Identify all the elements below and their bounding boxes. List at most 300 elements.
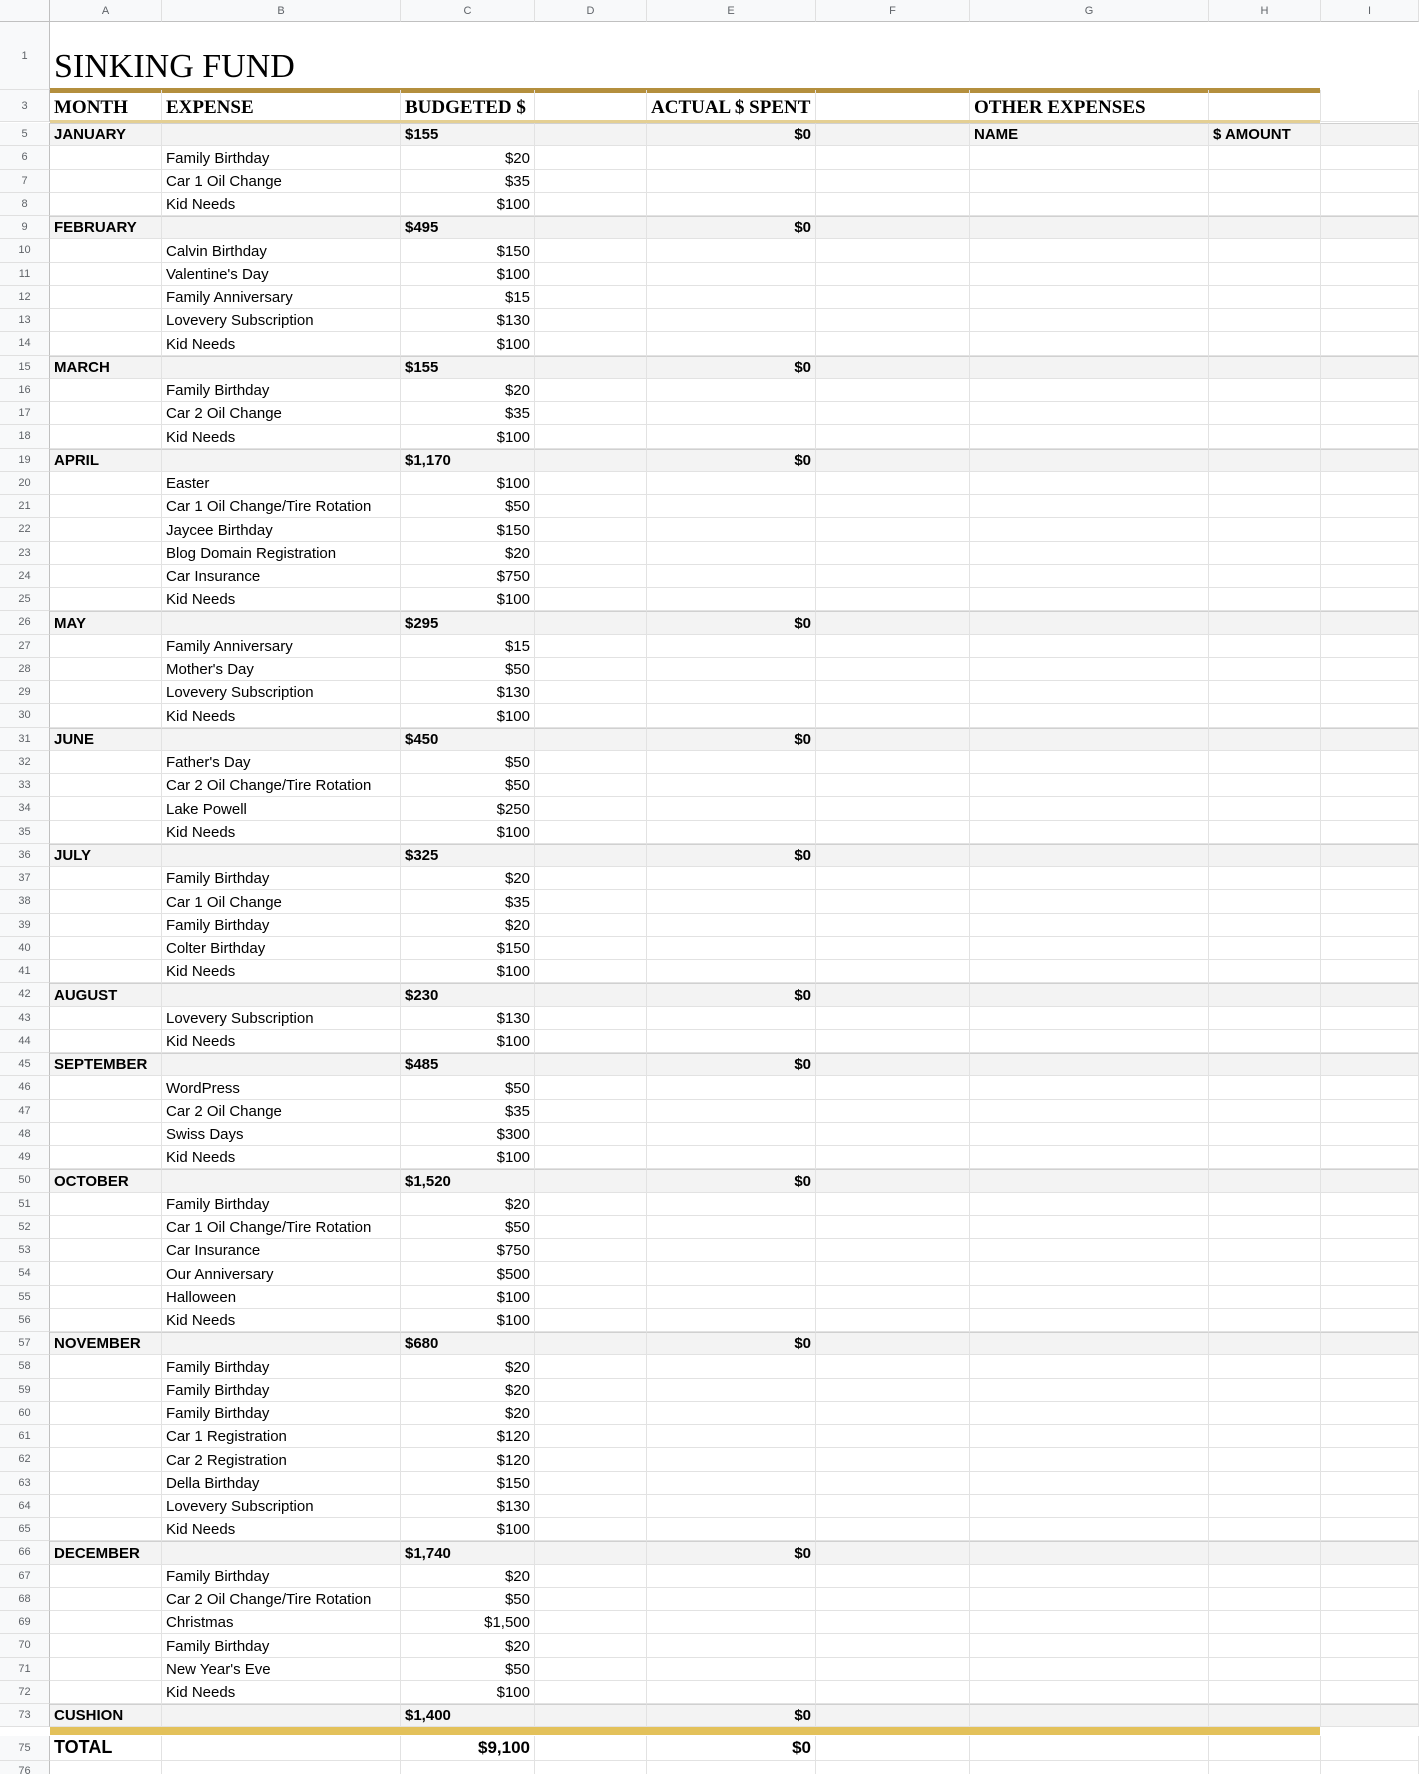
- cell[interactable]: [535, 1146, 647, 1169]
- cell[interactable]: [816, 1169, 970, 1192]
- cell[interactable]: [647, 565, 816, 588]
- row-header[interactable]: 7: [0, 170, 50, 193]
- row-header[interactable]: 76: [0, 1761, 50, 1774]
- expense-name[interactable]: Kid Needs: [162, 704, 401, 727]
- expense-amount[interactable]: $20: [401, 1402, 535, 1425]
- cell[interactable]: [970, 263, 1209, 286]
- cell[interactable]: [1209, 1355, 1321, 1378]
- row-header[interactable]: 59: [0, 1379, 50, 1402]
- cell[interactable]: [970, 356, 1209, 379]
- cell[interactable]: [535, 495, 647, 518]
- cell[interactable]: [1321, 1355, 1419, 1378]
- expense-name[interactable]: Car Insurance: [162, 565, 401, 588]
- month-name[interactable]: JULY: [50, 844, 162, 867]
- cell[interactable]: [535, 914, 647, 937]
- row-header[interactable]: 58: [0, 1355, 50, 1378]
- expense-amount[interactable]: $20: [401, 1355, 535, 1378]
- cell[interactable]: [162, 449, 401, 472]
- cell[interactable]: [816, 402, 970, 425]
- cell[interactable]: [535, 1761, 647, 1774]
- cell[interactable]: [816, 1761, 970, 1774]
- cell[interactable]: [816, 1216, 970, 1239]
- cell[interactable]: [647, 914, 816, 937]
- cell[interactable]: [1209, 797, 1321, 820]
- cell[interactable]: [50, 1379, 162, 1402]
- expense-amount[interactable]: $20: [401, 1634, 535, 1657]
- cell[interactable]: [1209, 1518, 1321, 1541]
- cell[interactable]: [970, 425, 1209, 448]
- cell[interactable]: [50, 332, 162, 355]
- expense-amount[interactable]: $150: [401, 518, 535, 541]
- cell[interactable]: [535, 425, 647, 448]
- cell[interactable]: [816, 704, 970, 727]
- column-header-h[interactable]: H: [1209, 0, 1321, 22]
- row-header[interactable]: 64: [0, 1495, 50, 1518]
- month-actual[interactable]: $0: [647, 611, 816, 634]
- cell[interactable]: [816, 146, 970, 169]
- cell[interactable]: [1321, 1588, 1419, 1611]
- month-budget[interactable]: $450: [401, 728, 535, 751]
- cell[interactable]: [647, 1309, 816, 1332]
- cell[interactable]: [647, 588, 816, 611]
- cell[interactable]: [1321, 1100, 1419, 1123]
- row-header[interactable]: 57: [0, 1332, 50, 1355]
- row-header[interactable]: 68: [0, 1588, 50, 1611]
- row-header[interactable]: 44: [0, 1030, 50, 1053]
- cell[interactable]: [535, 635, 647, 658]
- row-header[interactable]: 55: [0, 1286, 50, 1309]
- cell[interactable]: [1321, 1216, 1419, 1239]
- month-actual[interactable]: $0: [647, 1332, 816, 1355]
- month-actual[interactable]: $0: [647, 1169, 816, 1192]
- cell[interactable]: [1209, 1053, 1321, 1076]
- cell[interactable]: [50, 1565, 162, 1588]
- expense-name[interactable]: Family Birthday: [162, 1193, 401, 1216]
- cell[interactable]: [50, 402, 162, 425]
- expense-name[interactable]: Family Birthday: [162, 914, 401, 937]
- cell[interactable]: [970, 1030, 1209, 1053]
- expense-name[interactable]: Colter Birthday: [162, 937, 401, 960]
- cell[interactable]: [1321, 239, 1419, 262]
- cell[interactable]: [535, 1611, 647, 1634]
- cell[interactable]: [970, 309, 1209, 332]
- expense-name[interactable]: Car 1 Registration: [162, 1425, 401, 1448]
- cell[interactable]: [1321, 216, 1419, 239]
- cell[interactable]: [816, 1286, 970, 1309]
- cell[interactable]: [816, 635, 970, 658]
- cell[interactable]: [816, 1262, 970, 1285]
- cell[interactable]: [50, 704, 162, 727]
- cell[interactable]: [816, 1146, 970, 1169]
- expense-amount[interactable]: $20: [401, 867, 535, 890]
- row-header[interactable]: 30: [0, 704, 50, 727]
- cell[interactable]: [970, 635, 1209, 658]
- cell[interactable]: [647, 495, 816, 518]
- expense-name[interactable]: Our Anniversary: [162, 1262, 401, 1285]
- month-name[interactable]: OCTOBER: [50, 1169, 162, 1192]
- total-label[interactable]: TOTAL: [50, 1736, 162, 1761]
- cell[interactable]: [535, 983, 647, 1006]
- cell[interactable]: [535, 1658, 647, 1681]
- cell[interactable]: [647, 1146, 816, 1169]
- month-name[interactable]: NOVEMBER: [50, 1332, 162, 1355]
- expense-amount[interactable]: $35: [401, 890, 535, 913]
- cell[interactable]: [970, 867, 1209, 890]
- expense-name[interactable]: New Year's Eve: [162, 1658, 401, 1681]
- cell[interactable]: [647, 704, 816, 727]
- row-header[interactable]: 49: [0, 1146, 50, 1169]
- cell[interactable]: [816, 1472, 970, 1495]
- cell[interactable]: [816, 1634, 970, 1657]
- cell[interactable]: [535, 611, 647, 634]
- cell[interactable]: [970, 193, 1209, 216]
- cell[interactable]: [816, 1402, 970, 1425]
- cell[interactable]: [1209, 1634, 1321, 1657]
- cell[interactable]: [1209, 1286, 1321, 1309]
- cell[interactable]: [1209, 1076, 1321, 1099]
- cell[interactable]: [50, 960, 162, 983]
- cell[interactable]: [535, 867, 647, 890]
- cell[interactable]: [1209, 518, 1321, 541]
- cell[interactable]: [1209, 425, 1321, 448]
- header-other[interactable]: OTHER EXPENSES: [970, 90, 1209, 122]
- column-header-g[interactable]: G: [970, 0, 1209, 22]
- cell[interactable]: [647, 518, 816, 541]
- cell[interactable]: [816, 518, 970, 541]
- cell[interactable]: [162, 983, 401, 1006]
- cell[interactable]: [970, 1239, 1209, 1262]
- total-actual[interactable]: $0: [647, 1736, 816, 1761]
- cell[interactable]: [647, 867, 816, 890]
- expense-amount[interactable]: $50: [401, 1076, 535, 1099]
- cell[interactable]: [970, 1658, 1209, 1681]
- cell[interactable]: [1321, 1007, 1419, 1030]
- cell[interactable]: [970, 286, 1209, 309]
- cell[interactable]: [50, 658, 162, 681]
- header-blank[interactable]: [535, 90, 647, 122]
- row-header[interactable]: 54: [0, 1262, 50, 1285]
- cell[interactable]: [50, 890, 162, 913]
- cell[interactable]: [816, 1425, 970, 1448]
- cell[interactable]: [1209, 1448, 1321, 1471]
- cell[interactable]: [1321, 123, 1419, 146]
- row-header[interactable]: 52: [0, 1216, 50, 1239]
- cell[interactable]: [162, 356, 401, 379]
- cell[interactable]: [647, 1030, 816, 1053]
- cell[interactable]: [970, 1495, 1209, 1518]
- cell[interactable]: [816, 472, 970, 495]
- expense-name[interactable]: Family Birthday: [162, 867, 401, 890]
- cell[interactable]: [50, 239, 162, 262]
- cell[interactable]: [1321, 146, 1419, 169]
- cell[interactable]: [1209, 379, 1321, 402]
- row-header[interactable]: 63: [0, 1472, 50, 1495]
- cell[interactable]: [1209, 728, 1321, 751]
- cell[interactable]: [535, 588, 647, 611]
- cell[interactable]: [816, 588, 970, 611]
- row-header[interactable]: 11: [0, 263, 50, 286]
- expense-name[interactable]: Family Birthday: [162, 1634, 401, 1657]
- cell[interactable]: [970, 542, 1209, 565]
- cell[interactable]: [50, 518, 162, 541]
- cell[interactable]: [1209, 635, 1321, 658]
- cell[interactable]: [50, 1472, 162, 1495]
- cell[interactable]: [816, 309, 970, 332]
- cell[interactable]: [970, 170, 1209, 193]
- cell[interactable]: [647, 1681, 816, 1704]
- row-header[interactable]: 22: [0, 518, 50, 541]
- cell[interactable]: [162, 728, 401, 751]
- cell[interactable]: [816, 495, 970, 518]
- cell[interactable]: [535, 844, 647, 867]
- expense-name[interactable]: Swiss Days: [162, 1123, 401, 1146]
- cell[interactable]: [1321, 1495, 1419, 1518]
- row-header[interactable]: 72: [0, 1681, 50, 1704]
- month-actual[interactable]: $0: [647, 1704, 816, 1727]
- expense-amount[interactable]: $100: [401, 1309, 535, 1332]
- cell[interactable]: [1209, 1658, 1321, 1681]
- cell[interactable]: [50, 495, 162, 518]
- cell[interactable]: [535, 379, 647, 402]
- month-actual[interactable]: $0: [647, 123, 816, 146]
- cell[interactable]: [535, 1402, 647, 1425]
- row-header[interactable]: 40: [0, 937, 50, 960]
- cell[interactable]: [1321, 309, 1419, 332]
- row-header[interactable]: 39: [0, 914, 50, 937]
- cell[interactable]: [647, 402, 816, 425]
- cell[interactable]: [816, 1681, 970, 1704]
- cell[interactable]: [1209, 751, 1321, 774]
- row-header[interactable]: 36: [0, 844, 50, 867]
- cell[interactable]: [647, 797, 816, 820]
- cell[interactable]: [1209, 1169, 1321, 1192]
- cell[interactable]: [50, 1448, 162, 1471]
- cell[interactable]: [1209, 983, 1321, 1006]
- cell[interactable]: [970, 704, 1209, 727]
- cell[interactable]: [50, 1309, 162, 1332]
- cell[interactable]: [1209, 774, 1321, 797]
- expense-name[interactable]: Lovevery Subscription: [162, 1495, 401, 1518]
- cell[interactable]: [1321, 914, 1419, 937]
- cell[interactable]: [647, 1518, 816, 1541]
- cell[interactable]: [1209, 1262, 1321, 1285]
- row-header[interactable]: 6: [0, 146, 50, 169]
- row-header[interactable]: 67: [0, 1565, 50, 1588]
- cell[interactable]: [1321, 1053, 1419, 1076]
- cell[interactable]: [647, 1611, 816, 1634]
- cell[interactable]: [535, 1355, 647, 1378]
- expense-name[interactable]: Kid Needs: [162, 332, 401, 355]
- cell[interactable]: [162, 1053, 401, 1076]
- cell[interactable]: [816, 1355, 970, 1378]
- cell[interactable]: [647, 1761, 816, 1774]
- row-header[interactable]: 32: [0, 751, 50, 774]
- expense-amount[interactable]: $20: [401, 542, 535, 565]
- cell[interactable]: [647, 1565, 816, 1588]
- cell[interactable]: [647, 170, 816, 193]
- cell[interactable]: [1209, 890, 1321, 913]
- expense-name[interactable]: Lovevery Subscription: [162, 1007, 401, 1030]
- cell[interactable]: [50, 379, 162, 402]
- cell[interactable]: [1209, 1495, 1321, 1518]
- cell[interactable]: [970, 1681, 1209, 1704]
- cell[interactable]: [50, 1425, 162, 1448]
- row-header[interactable]: 15: [0, 356, 50, 379]
- cell[interactable]: [1321, 170, 1419, 193]
- row-header[interactable]: 48: [0, 1123, 50, 1146]
- cell[interactable]: [816, 867, 970, 890]
- cell[interactable]: [970, 821, 1209, 844]
- row-header[interactable]: 9: [0, 216, 50, 239]
- cell[interactable]: [1321, 1030, 1419, 1053]
- cell[interactable]: [647, 937, 816, 960]
- column-header-d[interactable]: D: [535, 0, 647, 22]
- cell[interactable]: [647, 1239, 816, 1262]
- cell[interactable]: [816, 332, 970, 355]
- row-header[interactable]: 45: [0, 1053, 50, 1076]
- cell[interactable]: [647, 821, 816, 844]
- cell[interactable]: [816, 170, 970, 193]
- cell[interactable]: [970, 1355, 1209, 1378]
- expense-amount[interactable]: $35: [401, 1100, 535, 1123]
- cell[interactable]: [1209, 332, 1321, 355]
- expense-name[interactable]: Family Birthday: [162, 1379, 401, 1402]
- cell[interactable]: [647, 1076, 816, 1099]
- cell[interactable]: [535, 774, 647, 797]
- expense-name[interactable]: Car 1 Oil Change/Tire Rotation: [162, 495, 401, 518]
- expense-amount[interactable]: $35: [401, 170, 535, 193]
- cell[interactable]: [970, 751, 1209, 774]
- expense-amount[interactable]: $50: [401, 658, 535, 681]
- cell[interactable]: [816, 239, 970, 262]
- cell[interactable]: [816, 774, 970, 797]
- cell[interactable]: [1321, 867, 1419, 890]
- cell[interactable]: [50, 821, 162, 844]
- cell[interactable]: [647, 542, 816, 565]
- cell[interactable]: [1321, 263, 1419, 286]
- cell[interactable]: [647, 309, 816, 332]
- month-name[interactable]: MAY: [50, 611, 162, 634]
- expense-amount[interactable]: $500: [401, 1262, 535, 1285]
- month-name[interactable]: DECEMBER: [50, 1541, 162, 1564]
- cell[interactable]: [1209, 1332, 1321, 1355]
- cell[interactable]: [1321, 1123, 1419, 1146]
- cell[interactable]: [1209, 1216, 1321, 1239]
- month-budget[interactable]: $1,520: [401, 1169, 535, 1192]
- expense-amount[interactable]: $100: [401, 1030, 535, 1053]
- row-header[interactable]: 18: [0, 425, 50, 448]
- expense-name[interactable]: Kid Needs: [162, 821, 401, 844]
- cell[interactable]: [535, 1332, 647, 1355]
- row-header[interactable]: 25: [0, 588, 50, 611]
- cell[interactable]: [816, 1100, 970, 1123]
- cell[interactable]: [50, 588, 162, 611]
- expense-amount[interactable]: $150: [401, 1472, 535, 1495]
- page-title[interactable]: SINKING FUND: [54, 48, 295, 85]
- cell[interactable]: [816, 890, 970, 913]
- cell[interactable]: [50, 1518, 162, 1541]
- expense-name[interactable]: Kid Needs: [162, 1030, 401, 1053]
- cell[interactable]: [1321, 193, 1419, 216]
- cell[interactable]: [535, 332, 647, 355]
- cell[interactable]: [970, 1448, 1209, 1471]
- cell[interactable]: [1209, 821, 1321, 844]
- cell[interactable]: [1209, 588, 1321, 611]
- cell[interactable]: [1209, 263, 1321, 286]
- cell[interactable]: [647, 890, 816, 913]
- cell[interactable]: [1321, 1472, 1419, 1495]
- cell[interactable]: [1321, 1448, 1419, 1471]
- row-header[interactable]: 23: [0, 542, 50, 565]
- cell[interactable]: [970, 518, 1209, 541]
- row-header[interactable]: 47: [0, 1100, 50, 1123]
- cell[interactable]: [816, 1495, 970, 1518]
- expense-name[interactable]: Family Anniversary: [162, 286, 401, 309]
- cell[interactable]: [970, 1286, 1209, 1309]
- cell[interactable]: [1209, 867, 1321, 890]
- expense-amount[interactable]: $750: [401, 1239, 535, 1262]
- cell[interactable]: [50, 1495, 162, 1518]
- cell[interactable]: [1209, 565, 1321, 588]
- cell[interactable]: [1209, 146, 1321, 169]
- cell[interactable]: [535, 356, 647, 379]
- cell[interactable]: [535, 518, 647, 541]
- cell[interactable]: [535, 170, 647, 193]
- cell[interactable]: [816, 1704, 970, 1727]
- cell[interactable]: [816, 1379, 970, 1402]
- cell[interactable]: [970, 146, 1209, 169]
- cell[interactable]: [970, 1169, 1209, 1192]
- cell[interactable]: [816, 1053, 970, 1076]
- expense-name[interactable]: Blog Domain Registration: [162, 542, 401, 565]
- month-name[interactable]: SEPTEMBER: [50, 1053, 162, 1076]
- cell[interactable]: [816, 1565, 970, 1588]
- cell[interactable]: [1209, 1736, 1321, 1761]
- expense-name[interactable]: Jaycee Birthday: [162, 518, 401, 541]
- expense-name[interactable]: Kid Needs: [162, 1518, 401, 1541]
- cell[interactable]: [50, 1355, 162, 1378]
- cell[interactable]: [970, 1425, 1209, 1448]
- cell[interactable]: [535, 1448, 647, 1471]
- expense-amount[interactable]: $130: [401, 681, 535, 704]
- row-header[interactable]: 13: [0, 309, 50, 332]
- expense-name[interactable]: Car 1 Oil Change: [162, 890, 401, 913]
- expense-amount[interactable]: $20: [401, 379, 535, 402]
- cell[interactable]: [535, 821, 647, 844]
- cell[interactable]: [50, 1193, 162, 1216]
- row-header[interactable]: 65: [0, 1518, 50, 1541]
- cell[interactable]: [816, 1541, 970, 1564]
- cell[interactable]: [647, 681, 816, 704]
- row-header[interactable]: 35: [0, 821, 50, 844]
- expense-name[interactable]: Kid Needs: [162, 425, 401, 448]
- cell[interactable]: [970, 611, 1209, 634]
- header-blank[interactable]: [1209, 90, 1321, 122]
- expense-amount[interactable]: $100: [401, 960, 535, 983]
- cell[interactable]: [816, 960, 970, 983]
- cell[interactable]: [1321, 495, 1419, 518]
- expense-name[interactable]: Kid Needs: [162, 1681, 401, 1704]
- cell[interactable]: [535, 1704, 647, 1727]
- cell[interactable]: [1321, 1425, 1419, 1448]
- cell[interactable]: [50, 751, 162, 774]
- cell[interactable]: [535, 890, 647, 913]
- cell[interactable]: [1209, 844, 1321, 867]
- cell[interactable]: [970, 1332, 1209, 1355]
- cell[interactable]: [535, 681, 647, 704]
- month-budget[interactable]: $155: [401, 123, 535, 146]
- cell[interactable]: [970, 1076, 1209, 1099]
